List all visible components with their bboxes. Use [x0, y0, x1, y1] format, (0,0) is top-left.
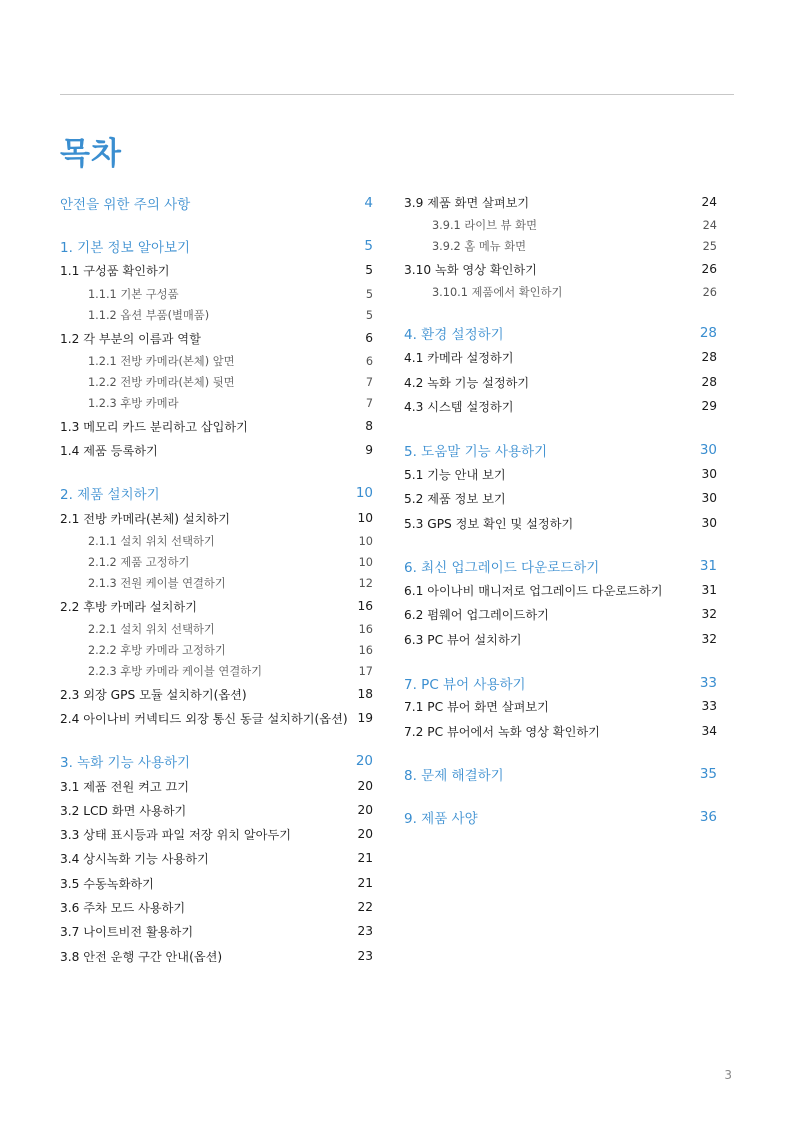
toc-chapter-entry[interactable]: [404, 764, 717, 784]
toc-subsection-entry[interactable]: [60, 372, 373, 392]
toc-entry-label: 8. 문제 해결하기: [404, 768, 504, 784]
toc-entry-label: 3.9.1 라이브 뷰 화면: [432, 219, 537, 232]
toc-entry-label: 3.10 녹화 영상 확인하기: [404, 262, 537, 277]
toc-subsection-entry[interactable]: [60, 640, 373, 660]
toc-entry-label: 안전을 위한 주의 사항: [60, 197, 191, 213]
toc-section-entry[interactable]: [404, 696, 717, 716]
toc-entry-page: 33: [699, 675, 717, 691]
toc-entry-page: 7: [365, 375, 373, 389]
toc-entry-label: 1.4 제품 등록하기: [60, 443, 158, 458]
toc-chapter-entry[interactable]: [404, 807, 717, 827]
toc-entry-page: 30: [699, 442, 717, 458]
toc-entry-label: 4.1 카메라 설정하기: [404, 350, 514, 365]
toc-entry-page: 34: [701, 724, 717, 738]
toc-section-entry[interactable]: [60, 416, 373, 436]
toc-entry-page: 25: [702, 239, 717, 253]
toc-entry-page: 30: [701, 467, 717, 481]
toc-entry-label: 6. 최신 업그레이드 다운로드하기: [404, 560, 600, 576]
toc-entry-page: 24: [701, 195, 717, 209]
toc-entry-label: 2.1.3 전원 케이블 연결하기: [88, 577, 226, 590]
toc-chapter-entry[interactable]: [60, 751, 373, 771]
toc-subsection-entry[interactable]: [404, 282, 717, 302]
toc-entry-page: 32: [701, 607, 717, 621]
toc-section-entry[interactable]: [404, 629, 717, 649]
toc-entry-page: 10: [358, 555, 373, 569]
toc-section-entry[interactable]: [60, 440, 373, 460]
toc-entry-page: 31: [699, 558, 717, 574]
toc-entry-page: 20: [357, 827, 373, 841]
toc-section-entry[interactable]: [60, 684, 373, 704]
toc-entry-page: 12: [358, 576, 373, 590]
toc-section-entry[interactable]: [60, 824, 373, 844]
toc-entry-label: 1.2.1 전방 카메라(본체) 앞면: [88, 355, 235, 368]
toc-section-entry[interactable]: [404, 347, 717, 367]
toc-entry-label: 7. PC 뷰어 사용하기: [404, 677, 526, 693]
toc-section-entry[interactable]: [60, 848, 373, 868]
toc-entry-label: 4.3 시스템 설정하기: [404, 399, 514, 414]
toc-chapter-entry[interactable]: [404, 440, 717, 460]
toc-section-entry[interactable]: [60, 508, 373, 528]
toc-section-entry[interactable]: [404, 464, 717, 484]
toc-entry-page: 10: [358, 534, 373, 548]
toc-entry-label: 6.2 펌웨어 업그레이드하기: [404, 607, 549, 622]
toc-entry-page: 21: [357, 876, 373, 890]
toc-entry-page: 16: [358, 643, 373, 657]
toc-entry-page: 29: [701, 399, 717, 413]
toc-chapter-entry[interactable]: [404, 673, 717, 693]
toc-entry-page: 17: [358, 664, 373, 678]
toc-subsection-entry[interactable]: [60, 351, 373, 371]
toc-entry-page: 18: [357, 687, 373, 701]
toc-entry-label: 1.2.3 후방 카메라: [88, 397, 179, 410]
toc-entry-label: 3.6 주차 모드 사용하기: [60, 900, 186, 915]
toc-entry-page: 5: [365, 263, 373, 277]
toc-entry-label: 6.1 아이나비 매니저로 업그레이드 다운로드하기: [404, 583, 663, 598]
toc-entry-page: 19: [357, 711, 373, 725]
toc-entry-label: 5.1 기능 안내 보기: [404, 467, 506, 482]
toc-entry-page: 20: [357, 803, 373, 817]
toc-entry-page: 9: [365, 443, 373, 457]
toc-entry-label: 3.5 수동녹화하기: [60, 876, 154, 891]
toc-entry-page: 16: [358, 622, 373, 636]
toc-subsection-entry[interactable]: [60, 552, 373, 572]
toc-entry-page: 30: [701, 516, 717, 530]
toc-entry-label: 3.8 안전 운행 구간 안내(옵션): [60, 949, 223, 964]
toc-entry-label: 1.1.1 기본 구성품: [88, 288, 179, 301]
top-divider: [60, 94, 734, 95]
toc-subsection-entry[interactable]: [60, 573, 373, 593]
toc-entry-label: 3.10.1 제품에서 확인하기: [432, 286, 563, 299]
toc-entry-page: 23: [357, 949, 373, 963]
toc-entry-page: 5: [365, 308, 373, 322]
toc-section-entry[interactable]: [404, 192, 717, 212]
toc-chapter-entry[interactable]: [60, 193, 373, 213]
toc-entry-label: 1.3 메모리 카드 분리하고 삽입하기: [60, 419, 248, 434]
toc-entry-label: 2. 제품 설치하기: [60, 487, 160, 503]
toc-entry-page: 28: [701, 350, 717, 364]
toc-subsection-entry[interactable]: [404, 236, 717, 256]
toc-entry-label: 7.1 PC 뷰어 화면 살펴보기: [404, 699, 549, 714]
page-title: 목차: [60, 136, 122, 172]
toc-entry-label: 3.2 LCD 화면 사용하기: [60, 803, 187, 818]
toc-entry-page: 20: [355, 753, 373, 769]
toc-entry-page: 16: [357, 599, 373, 613]
toc-subsection-entry[interactable]: [60, 531, 373, 551]
toc-entry-label: 2.1 전방 카메라(본체) 설치하기: [60, 511, 231, 526]
toc-chapter-entry[interactable]: [60, 236, 373, 256]
toc-entry-page: 33: [701, 699, 717, 713]
toc-section-entry[interactable]: [60, 897, 373, 917]
toc-section-entry[interactable]: [60, 596, 373, 616]
toc-subsection-entry[interactable]: [60, 661, 373, 681]
toc-subsection-entry[interactable]: [60, 305, 373, 325]
toc-entry-label: 3.9.2 홈 메뉴 화면: [432, 240, 527, 253]
toc-entry-label: 6.3 PC 뷰어 설치하기: [404, 632, 522, 647]
toc-entry-label: 5. 도움말 기능 사용하기: [404, 444, 548, 460]
toc-entry-page: 22: [357, 900, 373, 914]
toc-entry-label: 3. 녹화 기능 사용하기: [60, 755, 191, 771]
toc-subsection-entry[interactable]: [60, 284, 373, 304]
toc-section-entry[interactable]: [60, 260, 373, 280]
toc-entry-label: 1.2 각 부분의 이름과 역할: [60, 331, 201, 346]
toc-entry-label: 4.2 녹화 기능 설정하기: [404, 375, 530, 390]
toc-chapter-entry[interactable]: [60, 483, 373, 503]
toc-entry-page: 24: [702, 218, 717, 232]
toc-entry-label: 2.2.2 후방 카메라 고정하기: [88, 644, 226, 657]
toc-entry-label: 2.4 아이나비 커넥티드 외장 통신 동글 설치하기(옵션): [60, 711, 348, 726]
toc-entry-label: 3.3 상태 표시등과 파일 저장 위치 알아두기: [60, 827, 291, 842]
toc-entry-page: 5: [365, 287, 373, 301]
toc-entry-page: 26: [702, 285, 717, 299]
toc-entry-label: 5.3 GPS 정보 확인 및 설정하기: [404, 516, 574, 531]
toc-entry-page: 28: [699, 325, 717, 341]
toc-entry-page: 10: [357, 511, 373, 525]
toc-section-entry[interactable]: [60, 776, 373, 796]
toc-entry-page: 7: [365, 396, 373, 410]
toc-entry-page: 32: [701, 632, 717, 646]
toc-entry-page: 35: [699, 766, 717, 782]
toc-entry-label: 3.7 나이트비전 활용하기: [60, 924, 194, 939]
toc-entry-page: 6: [365, 331, 373, 345]
page-number: 3: [724, 1068, 732, 1082]
toc-subsection-entry[interactable]: [60, 619, 373, 639]
toc-entry-label: 2.1.1 설치 위치 선택하기: [88, 535, 215, 548]
toc-entry-label: 2.2 후방 카메라 설치하기: [60, 599, 197, 614]
toc-entry-label: 3.4 상시녹화 기능 사용하기: [60, 851, 209, 866]
toc-entry-page: 10: [355, 485, 373, 501]
toc-section-entry[interactable]: [404, 513, 717, 533]
toc-chapter-entry[interactable]: [404, 556, 717, 576]
toc-section-entry[interactable]: [404, 372, 717, 392]
toc-entry-label: 1.1.2 옵션 부품(별매품): [88, 309, 210, 322]
toc-entry-page: 20: [357, 779, 373, 793]
toc-entry-label: 3.9 제품 화면 살펴보기: [404, 195, 530, 210]
toc-entry-page: 28: [701, 375, 717, 389]
toc-chapter-entry[interactable]: [404, 323, 717, 343]
toc-entry-page: 21: [357, 851, 373, 865]
toc-entry-label: 7.2 PC 뷰어에서 녹화 영상 확인하기: [404, 724, 600, 739]
toc-section-entry[interactable]: [60, 946, 373, 966]
toc-section-entry[interactable]: [404, 580, 717, 600]
toc-entry-page: 31: [701, 583, 717, 597]
toc-entry-label: 9. 제품 사양: [404, 811, 478, 827]
toc-entry-label: 1.1 구성품 확인하기: [60, 263, 170, 278]
toc-section-entry[interactable]: [60, 800, 373, 820]
toc-entry-page: 8: [365, 419, 373, 433]
toc-section-entry[interactable]: [404, 488, 717, 508]
toc-section-entry[interactable]: [60, 708, 373, 728]
toc-entry-label: 4. 환경 설정하기: [404, 327, 504, 343]
toc-entry-label: 3.1 제품 전원 켜고 끄기: [60, 779, 190, 794]
toc-entry-label: 2.1.2 제품 고정하기: [88, 556, 190, 569]
toc-section-entry[interactable]: [60, 328, 373, 348]
toc-entry-page: 26: [701, 262, 717, 276]
toc-entry-label: 5.2 제품 정보 보기: [404, 491, 506, 506]
toc-entry-label: 1.2.2 전방 카메라(본체) 뒷면: [88, 376, 235, 389]
toc-section-entry[interactable]: [60, 921, 373, 941]
toc-entry-page: 36: [699, 809, 717, 825]
toc-entry-label: 1. 기본 정보 알아보기: [60, 240, 191, 256]
toc-section-entry[interactable]: [404, 396, 717, 416]
toc-entry-page: 30: [701, 491, 717, 505]
toc-entry-label: 2.2.3 후방 카메라 케이블 연결하기: [88, 665, 263, 678]
toc-section-entry[interactable]: [404, 721, 717, 741]
toc-section-entry[interactable]: [60, 873, 373, 893]
toc-entry-page: 5: [364, 238, 373, 254]
toc-entry-page: 4: [364, 195, 373, 211]
toc-section-entry[interactable]: [404, 259, 717, 279]
toc-entry-page: 23: [357, 924, 373, 938]
toc-entry-label: 2.3 외장 GPS 모듈 설치하기(옵션): [60, 687, 247, 702]
toc-subsection-entry[interactable]: [60, 393, 373, 413]
toc-subsection-entry[interactable]: [404, 215, 717, 235]
toc-section-entry[interactable]: [404, 604, 717, 624]
toc-entry-label: 2.2.1 설치 위치 선택하기: [88, 623, 215, 636]
toc-entry-page: 6: [365, 354, 373, 368]
